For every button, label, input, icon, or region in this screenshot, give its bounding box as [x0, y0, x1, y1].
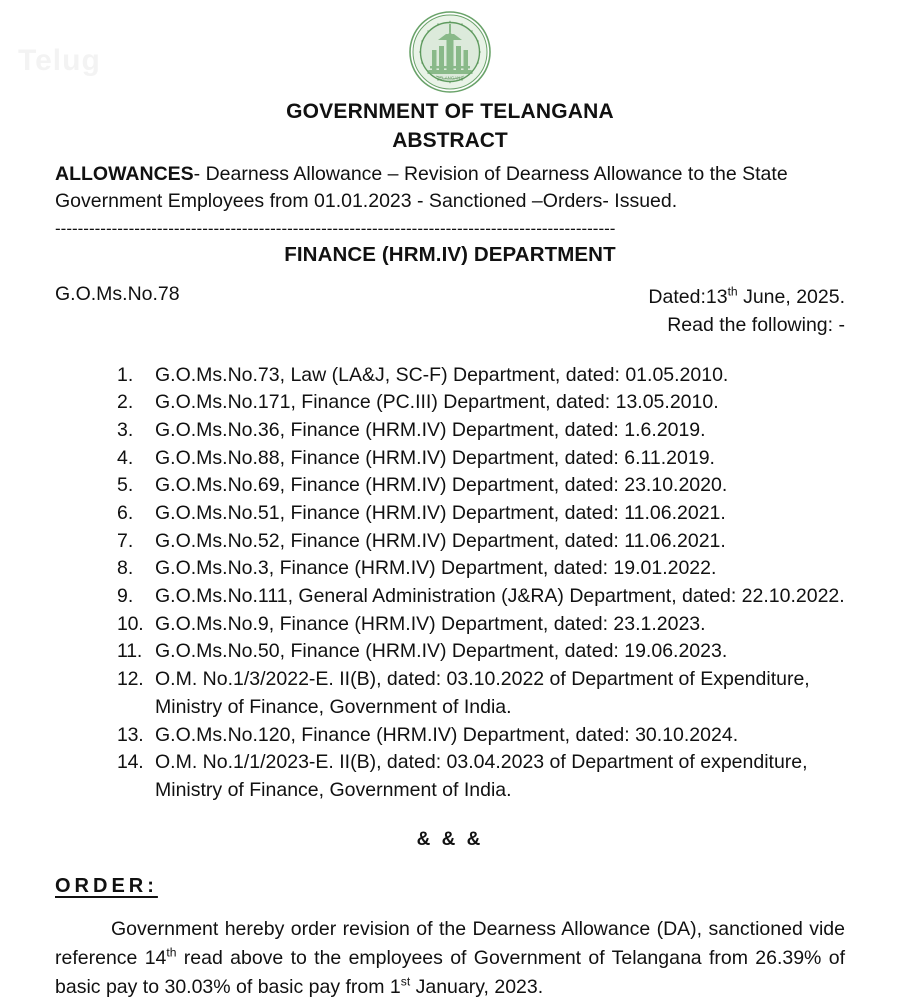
reference-list — [55, 362, 845, 805]
reference-text: G.O.Ms.No.88, Finance (HRM.IV) Department, dated: 6.11.2019. — [155, 446, 715, 469]
reference-text: G.O.Ms.No.52, Finance (HRM.IV) Department, dated: 11.06.2021. — [155, 529, 726, 552]
reference-number: 8. — [117, 557, 134, 580]
reference-text: G.O.Ms.No.120, Finance (HRM.IV) Department, dated: 30.10.2024. — [155, 723, 739, 746]
reference-number: 3. — [117, 418, 134, 441]
order-meta-right — [648, 283, 845, 340]
reference-text: O.M. No.1/1/2023-E. II(B), dated: 03.04.2023 of Department of expenditure, Ministry of Finance, Government of India. — [155, 751, 808, 801]
abstract-body-text: - Dearness Allowance – Revision of Dearness Allowance to the State Government Employees from 01.01.2023 - Sanctioned –Orders- Issued. — [55, 162, 788, 213]
reference-list-item — [55, 528, 845, 556]
order-date-ordinal: th — [727, 284, 738, 299]
abstract-paragraph — [55, 161, 845, 216]
reference-number: 11. — [117, 640, 143, 663]
reference-text: G.O.Ms.No.36, Finance (HRM.IV) Department, dated: 1.6.2019. — [155, 418, 706, 441]
order-paragraph-part1: Government hereby order revision of the Dearness Allowance (DA), sanctioned vide reference 14 — [55, 917, 845, 969]
order-date-ordinal-second: st — [400, 974, 411, 989]
reference-number: 14. — [117, 751, 144, 774]
reference-text: G.O.Ms.No.171, Finance (PC.III) Department, dated: 13.05.2010. — [155, 391, 719, 414]
go-number: G.O.Ms.No.78 — [55, 283, 180, 306]
ampersand-divider: & & & — [416, 828, 484, 850]
reference-number: 13. — [117, 723, 144, 746]
reference-number: 9. — [117, 585, 134, 608]
reference-number: 7. — [117, 529, 134, 552]
reference-number: 10. — [117, 612, 144, 635]
reference-text: G.O.Ms.No.73, Law (LA&J, SC-F) Department, dated: 01.05.2010. — [155, 363, 729, 386]
reference-number: 4. — [117, 446, 134, 469]
page-title-abstract: ABSTRACT — [392, 129, 508, 153]
order-date-prefix: Dated:13 — [648, 286, 728, 309]
emblem-container — [55, 0, 845, 92]
reference-list-item — [55, 555, 845, 583]
abstract-lead-label: ALLOWANCES — [55, 162, 194, 185]
order-paragraph-part3: January, 2023. — [410, 976, 544, 999]
reference-text: O.M. No.1/3/2022-E. II(B), dated: 03.10.2022 of Department of Expenditure, Ministry of Finance, Government of India. — [155, 668, 810, 718]
reference-list-item — [55, 389, 845, 417]
svg-text:TELANGANA: TELANGANA — [436, 75, 464, 81]
order-meta-row — [55, 283, 845, 340]
reference-list-item — [55, 472, 845, 500]
order-date-suffix: June, 2025. — [737, 286, 845, 309]
reference-number: 1. — [117, 363, 134, 386]
order-heading: ORDER: — [55, 874, 158, 897]
order-heading-row — [55, 851, 845, 898]
order-paragraph-part2: read above to the employees of Government of Telangana from 26.39% of basic pay to 30.03% of basic pay from 1 — [55, 946, 845, 999]
dashed-separator: --------------------------------------------------------------------------------------------------- — [55, 220, 616, 239]
reference-text: G.O.Ms.No.50, Finance (HRM.IV) Department, dated: 19.06.2023. — [155, 640, 728, 663]
reference-number: 5. — [117, 474, 134, 497]
reference-list-item — [55, 722, 845, 750]
reference-list-item — [55, 666, 845, 721]
reference-list-item — [55, 362, 845, 390]
reference-text: G.O.Ms.No.69, Finance (HRM.IV) Department, dated: 23.10.2020. — [155, 474, 728, 497]
reference-list-item — [55, 611, 845, 639]
reference-list-item — [55, 500, 845, 528]
reference-number: 2. — [117, 391, 134, 414]
telangana-state-emblem-icon — [408, 10, 492, 94]
watermark: Telug — [18, 44, 101, 77]
reference-number: 6. — [117, 502, 134, 525]
reference-list-item — [55, 417, 845, 445]
reference-text: G.O.Ms.No.3, Finance (HRM.IV) Department, dated: 19.01.2022. — [155, 557, 717, 580]
department-title: FINANCE (HRM.IV) DEPARTMENT — [284, 243, 616, 267]
order-date — [648, 283, 845, 311]
order-ref-ordinal: th — [166, 945, 177, 960]
reference-list-item — [55, 583, 845, 611]
reference-number: 12. — [117, 668, 144, 691]
reference-text: G.O.Ms.No.51, Finance (HRM.IV) Department, dated: 11.06.2021. — [155, 502, 726, 525]
reference-list-item — [55, 749, 845, 804]
order-paragraph — [55, 915, 845, 1002]
reference-list-item — [55, 638, 845, 666]
page-title-government: GOVERNMENT OF TELANGANA — [286, 100, 614, 123]
reference-list-item — [55, 445, 845, 473]
reference-text: G.O.Ms.No.111, General Administration (J&RA) Department, dated: 22.10.2022. — [155, 585, 845, 608]
reference-text: G.O.Ms.No.9, Finance (HRM.IV) Department, dated: 23.1.2023. — [155, 612, 706, 635]
read-the-following-label: Read the following: - — [667, 314, 845, 337]
